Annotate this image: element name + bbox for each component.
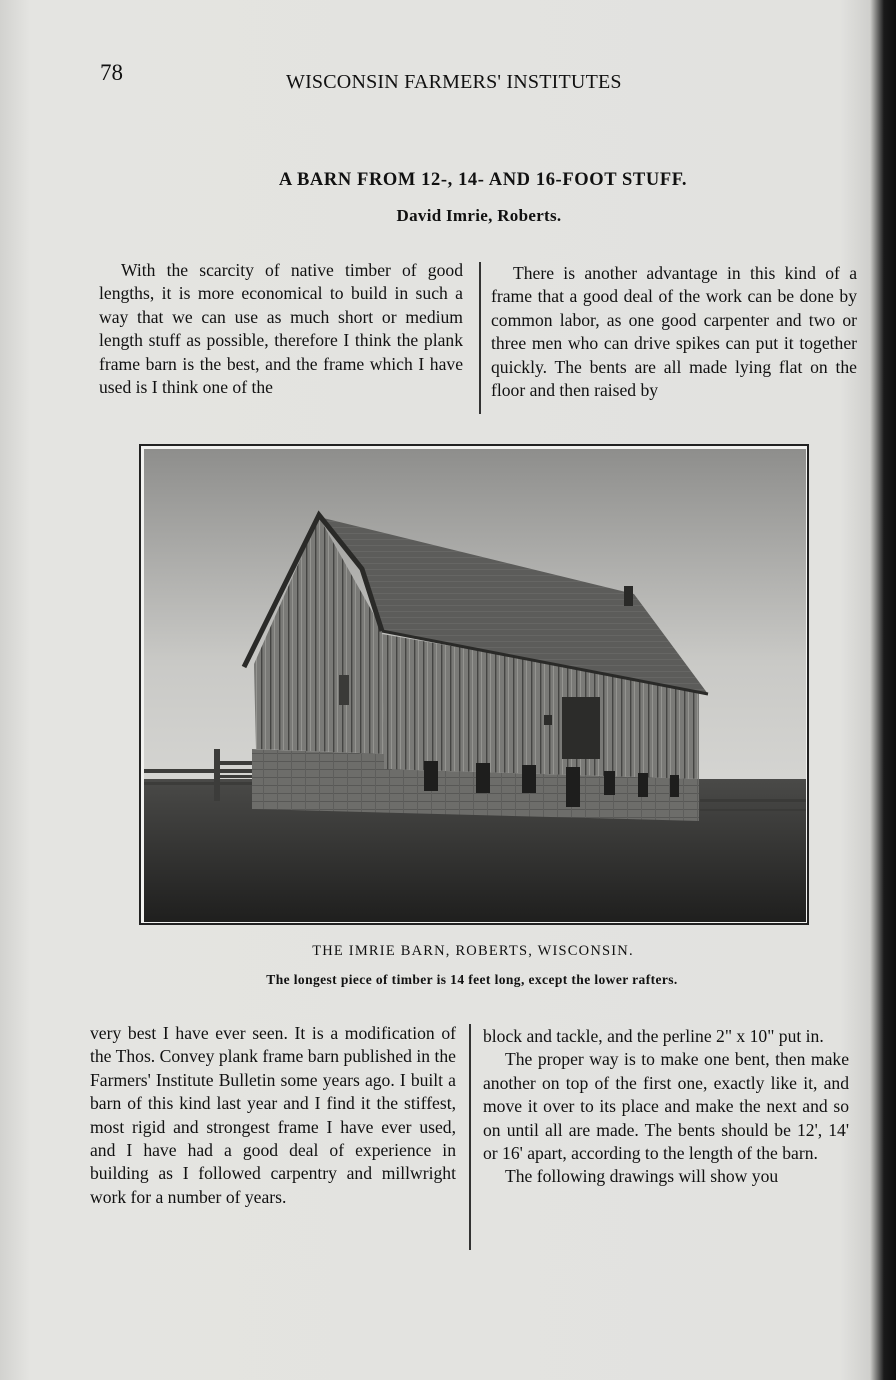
figure-subcaption: The longest piece of timber is 14 feet long, except the lower rafters. <box>266 972 678 987</box>
paragraph: block and tackle, and the perline 2" x 10" put in. <box>483 1026 824 1046</box>
text-column-top-left <box>99 259 463 399</box>
article-author: David Imrie, Roberts. <box>396 206 562 225</box>
page-number: 78 <box>100 60 123 85</box>
text-column-bottom-left <box>90 1022 456 1209</box>
paragraph: The proper way is to make one bent, then make another on top of the first one, exactly like it, and move it over to its place and make the next and so on until all are made. The bents should be 12', 14' or 16' apart, according to the length of the barn. <box>483 1049 849 1164</box>
barn-photo-image <box>144 449 806 922</box>
figure-caption: THE IMRIE BARN, ROBERTS, WISCONSIN. <box>312 943 634 959</box>
text-column-top-right <box>491 262 857 402</box>
text-column-bottom-right <box>483 1025 849 1189</box>
paragraph: The following drawings will show you <box>505 1166 779 1187</box>
column-divider <box>469 1024 471 1250</box>
barn-photograph <box>139 444 809 925</box>
paragraph: There is another advantage in this kind of a frame that a good deal of the work can be done by common labor, as one good carpenter and two or three men who can drive spikes can put it together quickly. The bents are all made lying flat on the floor and then raised by <box>491 263 857 401</box>
paragraph: With the scarcity of native timber of good lengths, it is more economical to build in such a way that we can use as much short or medium length stuff as possible, therefore I think the plank frame barn is the best, and the frame which I have used is I think one of the <box>99 260 463 398</box>
article-title: A BARN FROM 12-, 14- AND 16-FOOT STUFF. <box>278 170 688 190</box>
running-head: WISCONSIN FARMERS' INSTITUTES <box>286 71 622 93</box>
column-divider <box>479 262 481 414</box>
paragraph: very best I have ever seen. It is a modification of the Thos. Convey plank frame barn published in the Farmers' Institute Bulletin some years ago. I built a barn of this kind last year and I find it the stiffest, most rigid and strongest frame I have ever used, and I have had a good deal of experience in building as I followed carpentry and millwright work for a number of years. <box>90 1023 456 1207</box>
